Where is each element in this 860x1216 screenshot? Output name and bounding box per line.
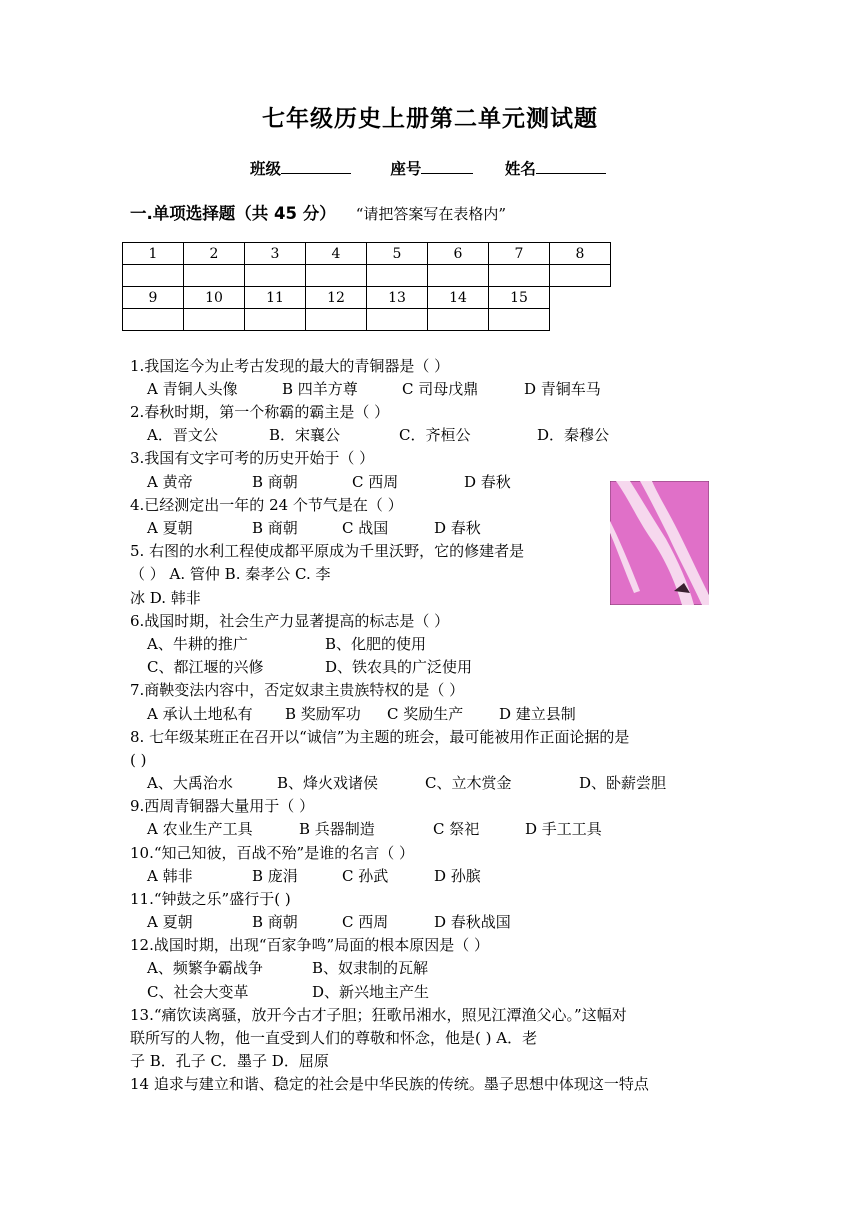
question-6-options-row1 [147,633,426,656]
answer-cell[interactable] [306,265,367,287]
name-blank[interactable] [536,159,606,174]
question-5-line2: （ ） A. 管仲 B. 秦孝公 C. 李 [130,565,331,583]
answer-input-row [123,265,611,287]
question-1: 1.我国迄今为止考古发现的最大的青铜器是（ ） [130,357,450,375]
answer-number: 6 [428,243,489,265]
answer-number: 7 [489,243,550,265]
question-8-options [147,772,666,795]
question-7: 7.商鞅变法内容中，否定奴隶主贵族特权的是（ ） [130,681,465,699]
option-c: C 西周 [342,913,389,931]
answer-table [122,242,611,331]
question-9-options [147,818,602,841]
question-4: 4.已经测定出一年的 24 个节气是在（ ） [130,496,403,514]
answer-number: 14 [428,287,489,309]
option-c: C 战国 [342,519,389,537]
answer-cell[interactable] [489,309,550,331]
empty-cell [550,287,611,309]
name-label: 姓名 [504,160,536,178]
answer-number: 13 [367,287,428,309]
option-a: A 农业生产工具 [147,820,253,838]
option-d: D、新兴地主产生 [312,983,430,1001]
answer-number: 15 [489,287,550,309]
answer-cell[interactable] [123,309,184,331]
question-10-options [147,865,481,888]
option-c: C 西周 [352,473,399,491]
question-12-options-row2 [147,981,429,1004]
option-c: C 孙武 [342,867,389,885]
answer-number: 4 [306,243,367,265]
option-a: A 承认土地私有 [147,705,253,723]
option-a: A、大禹治水 [147,774,233,792]
question-3-options [147,471,511,494]
question-12-options-row1 [147,957,428,980]
option-b: B、奴隶制的瓦解 [312,959,429,977]
section-title: 一.单项选择题（共 45 分） [130,204,336,223]
question-6: 6.战国时期，社会生产力显著提高的标志是（ ） [130,612,450,630]
answer-number: 5 [367,243,428,265]
question-5-line3: 冰 D. 韩非 [130,589,201,607]
question-2-options [147,424,609,447]
answer-cell[interactable] [245,265,306,287]
option-b: B 商朝 [252,473,298,491]
option-c: C、立木赏金 [425,774,512,792]
answer-cell[interactable] [123,265,184,287]
question-14: 14 追求与建立和谐、稳定的社会是中华民族的传统。墨子思想中体现这一特点 [130,1075,649,1093]
answer-number: 2 [184,243,245,265]
option-b: B、化肥的使用 [325,635,427,653]
option-d: D 春秋战国 [434,913,511,931]
option-d: D．秦穆公 [537,426,610,444]
option-d: D 春秋 [464,473,511,491]
seat-label: 座号 [390,160,422,178]
question-2: 2.春秋时期，第一个称霸的霸主是（ ） [130,403,390,421]
answer-number: 9 [123,287,184,309]
option-d: D、铁农具的广泛使用 [325,658,473,676]
option-a: A 黄帝 [147,473,193,491]
option-c: C 奖励生产 [387,705,464,723]
option-d: D 春秋 [434,519,481,537]
option-a: A、频繁争霸战争 [147,959,263,977]
answer-number: 10 [184,287,245,309]
section-heading [130,200,506,224]
option-a: A 青铜人头像 [147,380,238,398]
option-a: A、牛耕的推广 [147,635,248,653]
option-b: B．宋襄公 [269,426,341,444]
option-b: B 兵器制造 [299,820,375,838]
option-d: D、卧薪尝胆 [579,774,667,792]
question-6-options-row2 [147,656,472,679]
option-c: C、社会大变革 [147,983,249,1001]
empty-cell [550,309,611,331]
option-b: B 庞涓 [252,867,298,885]
question-13-line1: 13.“痛饮读离骚，放开今古才子胆；狂歌吊湘水，照见江潭渔父心。”这幅对 [130,1006,627,1024]
question-13-line3: 子 B．孔子 C．墨子 D．屈原 [130,1052,329,1070]
option-c: C 祭祀 [433,820,480,838]
question-10: 10.“知己知彼，百战不殆”是谁的名言（ ） [130,844,414,862]
page-title: 七年级历史上册第二单元测试题 [262,106,598,132]
answer-cell[interactable] [184,265,245,287]
seat-blank[interactable] [421,159,473,174]
question-13-line2: 联所写的人物，他一直受到人们的尊敬和怀念，他是( ) A．老 [130,1029,538,1047]
option-b: B 奖励军功 [285,705,361,723]
option-a: A 韩非 [147,867,193,885]
option-d: D 手工工具 [525,820,602,838]
question-3: 3.我国有文字可考的历史开始于（ ） [130,449,375,467]
answer-cell[interactable] [550,265,611,287]
option-b: B、烽火戏诸侯 [277,774,379,792]
answer-cell[interactable] [245,309,306,331]
question-4-options [147,517,481,540]
answer-header-row [123,243,611,265]
question-8-line1: 8. 七年级某班正在召开以“诚信”为主题的班会，最可能被用作正面论据的是 [130,728,630,746]
answer-cell[interactable] [306,309,367,331]
question-8-line2: ( ) [130,751,147,769]
answer-cell[interactable] [428,309,489,331]
answer-number: 12 [306,287,367,309]
answer-number: 3 [245,243,306,265]
section-note: “请把答案写在表格内” [355,205,507,223]
option-c: C．齐桓公 [399,426,471,444]
answer-number: 11 [245,287,306,309]
answer-cell[interactable] [489,265,550,287]
answer-cell[interactable] [367,309,428,331]
option-d: D 孙膑 [434,867,481,885]
question-7-options [147,703,576,726]
question-9: 9.西周青铜器大量用于（ ） [130,797,315,815]
question-5-line1: 5. 右图的水利工程使成都平原成为千里沃野，它的修建者是 [130,542,525,560]
question-11: 11.“钟鼓之乐”盛行于( ) [130,890,291,908]
question-1-options [147,378,601,401]
option-c: C 司母戊鼎 [402,380,479,398]
option-a: A 夏朝 [147,913,193,931]
class-label: 班级 [250,160,282,178]
answer-header-row [123,287,611,309]
option-b: B 商朝 [252,913,298,931]
answer-cell[interactable] [184,309,245,331]
option-b: B 商朝 [252,519,298,537]
option-c: C、都江堰的兴修 [147,658,264,676]
student-info-line [250,157,606,179]
question-12: 12.战国时期，出现“百家争鸣”局面的根本原因是（ ） [130,936,489,954]
answer-number: 8 [550,243,611,265]
option-d: D 青铜车马 [524,380,601,398]
option-d: D 建立县制 [499,705,576,723]
answer-cell[interactable] [428,265,489,287]
question-11-options [147,911,511,934]
dujiangyan-map-image [610,481,709,605]
option-a: A 夏朝 [147,519,193,537]
option-a: A．晋文公 [147,426,218,444]
answer-input-row [123,309,611,331]
class-blank[interactable] [281,159,351,174]
answer-number: 1 [123,243,184,265]
option-b: B 四羊方尊 [282,380,358,398]
answer-cell[interactable] [367,265,428,287]
